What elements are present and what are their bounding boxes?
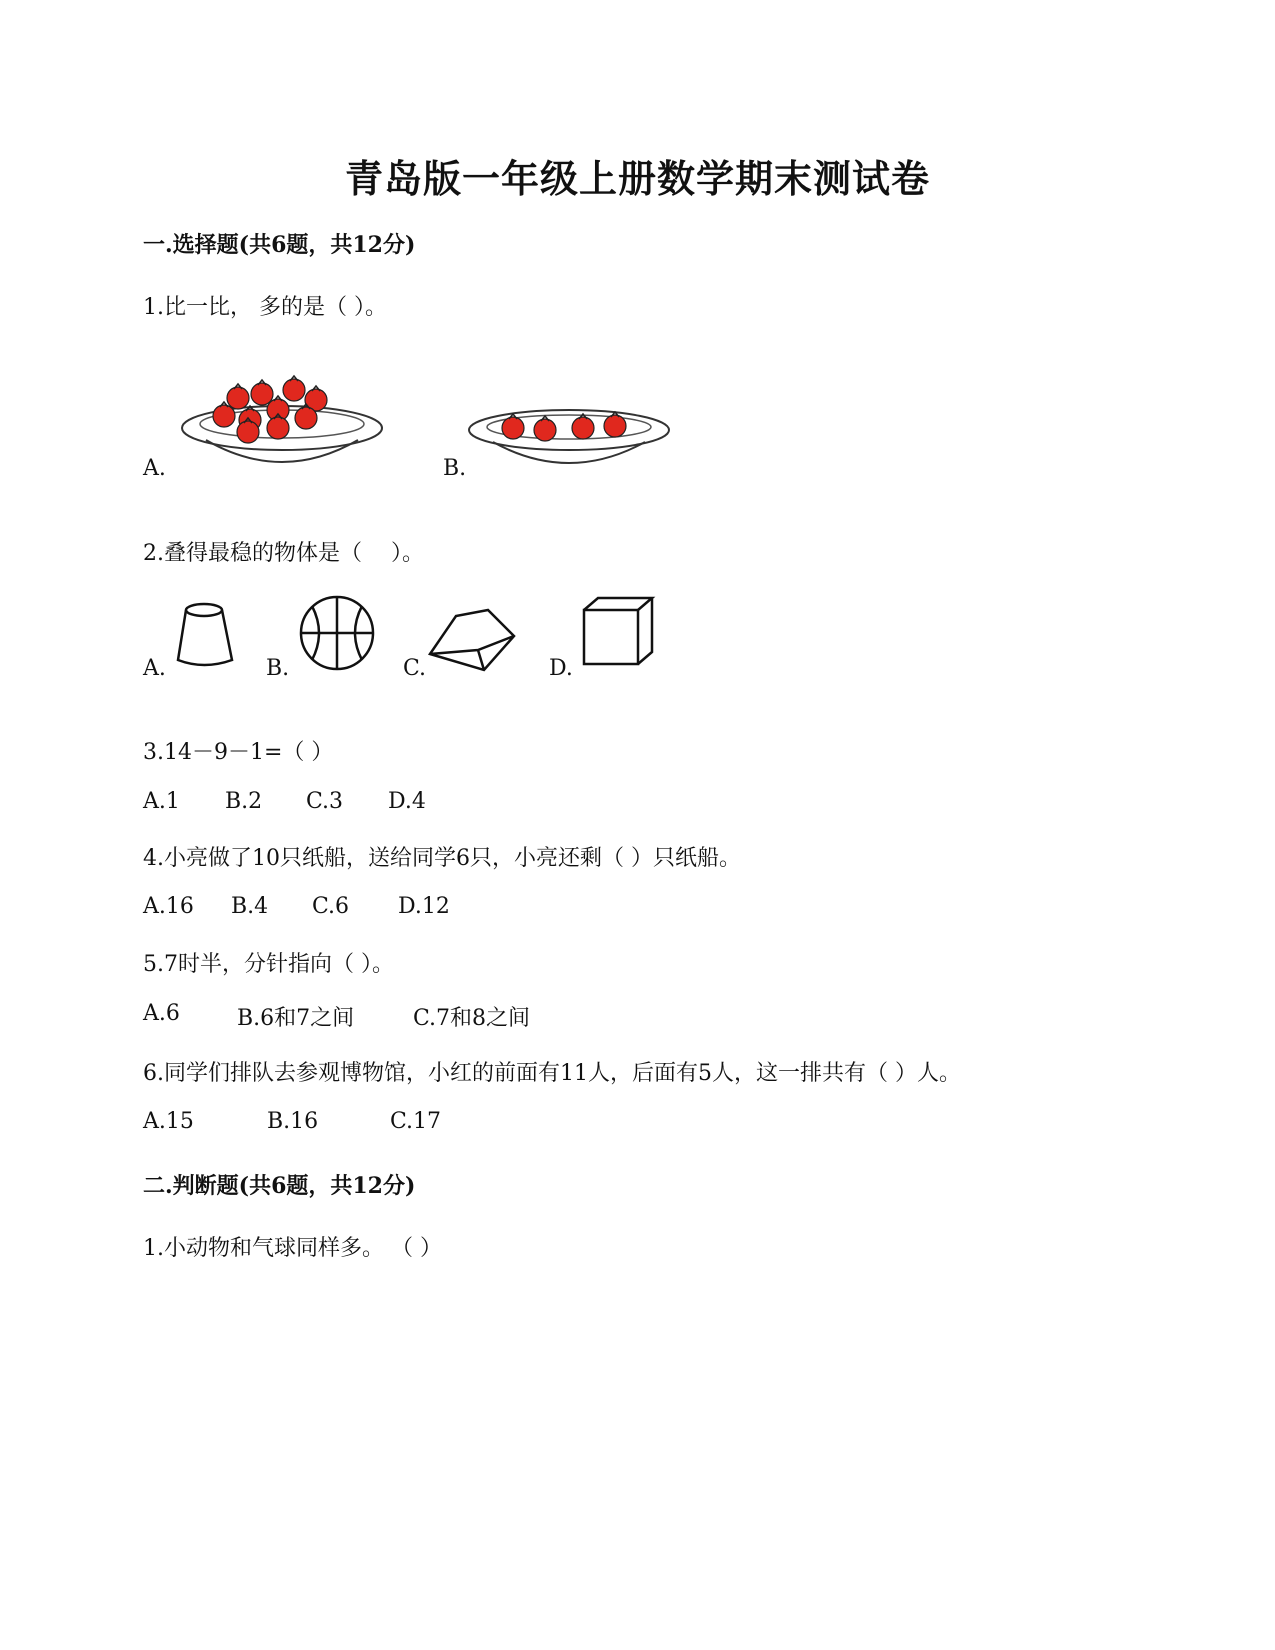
q4-option-b: B.4 [231,894,269,919]
tomato-icon [267,417,289,439]
trapezoid-prism-icon [426,602,522,672]
section-heading-choice: 一.选择题(共6题，共12分) [143,232,416,258]
plate-with-ten-tomatoes-icon [166,366,404,474]
tomato-icon [534,419,556,441]
question-3-text: 3.14－9－1=（ ） [143,740,334,765]
q5-option-a: A.6 [143,1001,180,1026]
q3-option-c: C.3 [306,789,344,814]
section-heading-judgement: 二.判断题(共6题，共12分) [143,1173,416,1199]
basketball-icon [296,592,378,674]
question-2-text: 2.叠得最稳的物体是（ ）。 [143,541,424,566]
tomato-icon [251,383,273,405]
tomato-icon [237,421,259,443]
q6-option-c: C.17 [390,1109,442,1134]
judgement-question-1-text: 1.小动物和气球同样多。 （ ） [143,1236,442,1261]
q1-option-a-label: A. [143,456,166,481]
q2-option-d-label: D. [549,656,573,681]
q6-option-a: A.15 [143,1109,194,1134]
tomato-icon [227,387,249,409]
tomato-icon [604,415,626,437]
q2-option-a-label: A. [143,656,166,681]
q4-option-c: C.6 [312,894,350,919]
q4-option-a: A.16 [143,894,194,919]
question-4-text: 4.小亮做了10只纸船，送给同学6只，小亮还剩（ ）只纸船。 [143,846,741,871]
q5-option-c: C.7和8之间 [413,1006,531,1031]
question-1-text: 1.比一比， 多的是（ ）。 [143,295,387,320]
q3-option-d: D.4 [388,789,426,814]
page-title: 青岛版一年级上册数学期末测试卷 [344,156,930,201]
q1-option-b-label: B. [443,456,467,481]
question-5-text: 5.7时半，分针指向（ ）。 [143,952,394,977]
q4-option-d: D.12 [398,894,450,919]
tomato-icon [213,405,235,427]
plate-with-four-tomatoes-icon [465,394,675,474]
q3-option-a: A.1 [143,789,180,814]
q6-option-b: B.16 [267,1109,319,1134]
q2-option-b-label: B. [266,656,290,681]
tomato-icon [502,417,524,439]
tomato-icon [283,379,305,401]
tomato-icon [295,407,317,429]
q5-option-b: B.6和7之间 [237,1006,355,1031]
question-6-text: 6.同学们排队去参观博物馆，小红的前面有11人，后面有5人，这一排共有（ ）人。 [143,1061,961,1086]
q2-option-c-label: C. [403,656,427,681]
tomato-icon [572,417,594,439]
frustum-cup-icon [170,598,240,672]
q3-option-b: B.2 [225,789,263,814]
cube-icon [576,594,660,670]
